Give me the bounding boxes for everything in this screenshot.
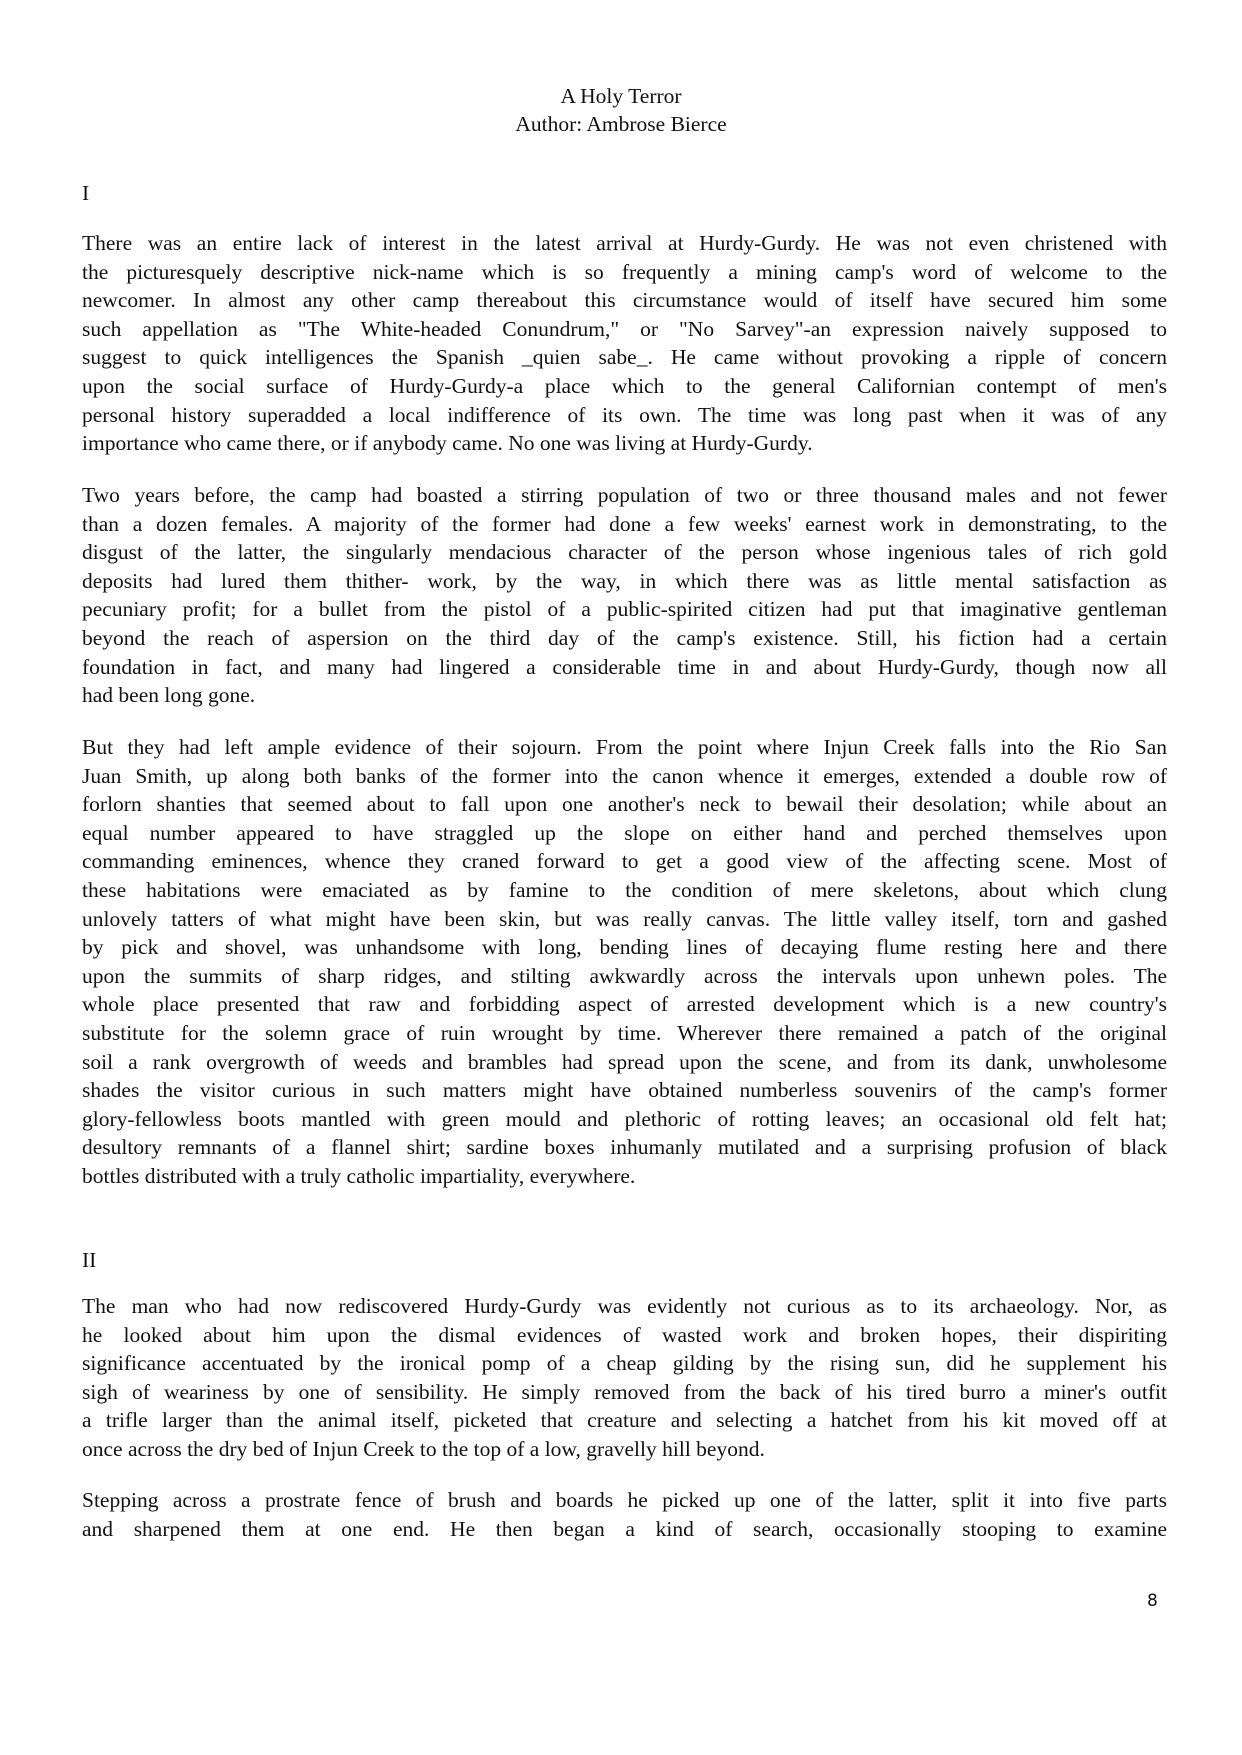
- text-line: had been long gone.: [82, 683, 256, 708]
- paragraph-5: [82, 1486, 1167, 1543]
- text-line: There was an entire lack of interest in the latest arrival at Hurdy-Gurdy. He was not even christened with: [82, 231, 1167, 255]
- text-line: than a dozen females. A majority of the former had done a few weeks' earnest work in demonstrating, to the: [82, 511, 1167, 536]
- text-line: Two years before, the camp had boasted a stirring population of two or three thousand males and not fewer: [82, 483, 1167, 507]
- text-line: disgust of the latter, the singularly mendacious character of the person whose ingenious tales of rich gold: [82, 540, 1167, 565]
- text-line: soil a rank overgrowth of weeds and brambles had spread upon the scene, and from its dank, unwholesome: [82, 1049, 1167, 1074]
- paragraph-2: [82, 481, 1167, 710]
- paragraph-1: [82, 229, 1167, 458]
- text-line: The man who had now rediscovered Hurdy-Gurdy was evidently not curious as to its archaeology. Nor, as: [82, 1294, 1167, 1318]
- text-line: suggest to quick intelligences the Spanish _quien sabe_. He came without provoking a ripple of concern: [82, 345, 1167, 370]
- text-line: bottles distributed with a truly catholic impartiality, everywhere.: [82, 1163, 636, 1188]
- text-line: foundation in fact, and many had lingered a considerable time in and about Hurdy-Gurdy, though now all: [82, 654, 1167, 679]
- text-line: pecuniary profit; for a bullet from the pistol of a public-spirited citizen had put that imaginative gentleman: [82, 597, 1167, 622]
- text-line: such appellation as "The White-headed Conundrum," or "No Sarvey"-an expression naively supposed to: [82, 316, 1167, 341]
- section-heading-1: I: [82, 181, 90, 205]
- text-line: he looked about him upon the dismal evidences of wasted work and broken hopes, their dispiriting: [82, 1322, 1167, 1347]
- text-line: newcomer. In almost any other camp thereabout this circumstance would of itself have secured him some: [82, 288, 1167, 313]
- text-line: and sharpened them at one end. He then began a kind of search, occasionally stooping to examine: [82, 1516, 1167, 1541]
- text-line: by pick and shovel, was unhandsome with long, bending lines of decaying flume resting here and there: [82, 935, 1167, 960]
- text-line: once across the dry bed of Injun Creek to the top of a low, gravelly hill beyond.: [82, 1436, 765, 1461]
- text-line: whole place presented that raw and forbidding aspect of arrested development which is a new country's: [82, 992, 1167, 1017]
- text-line: deposits had lured them thither- work, by the way, in which there was as little mental satisfaction as: [82, 568, 1167, 593]
- paragraph-3: [82, 733, 1167, 1191]
- text-line: the picturesquely descriptive nick-name which is so frequently a mining camp's word of welcome to the: [82, 259, 1167, 284]
- paragraph-4: [82, 1292, 1167, 1464]
- text-line: Juan Smith, up along both banks of the former into the canon whence it emerges, extended a double row of: [82, 763, 1167, 788]
- text-line: sigh of weariness by one of sensibility. He simply removed from the back of his tired burro a miner's outfit: [82, 1379, 1167, 1404]
- document-author: Author: Ambrose Bierce: [515, 112, 727, 136]
- text-line: unlovely tatters of what might have been skin, but was really canvas. The little valley itself, torn and gashed: [82, 906, 1167, 931]
- text-line: upon the social surface of Hurdy-Gurdy-a place which to the general Californian contempt of men's: [82, 373, 1167, 398]
- section-heading-2: II: [82, 1248, 97, 1272]
- text-line: a trifle larger than the animal itself, picketed that creature and selecting a hatchet from his kit moved off at: [82, 1408, 1167, 1433]
- text-line: equal number appeared to have straggled up the slope on either hand and perched themselves upon: [82, 820, 1167, 845]
- text-line: these habitations were emaciated as by famine to the condition of mere skeletons, about which clung: [82, 877, 1167, 902]
- page-number: 8: [1147, 1591, 1158, 1611]
- text-line: But they had left ample evidence of their sojourn. From the point where Injun Creek falls into the Rio San: [82, 735, 1167, 759]
- text-line: substitute for the solemn grace of ruin wrought by time. Wherever there remained a patch of the original: [82, 1020, 1167, 1045]
- text-line: upon the summits of sharp ridges, and stilting awkwardly across the intervals upon unhewn poles. The: [82, 963, 1167, 988]
- text-line: shades the visitor curious in such matters might have obtained numberless souvenirs of the camp's former: [82, 1078, 1167, 1103]
- text-line: desultory remnants of a flannel shirt; sardine boxes inhumanly mutilated and a surprising profusion of black: [82, 1135, 1167, 1160]
- text-line: beyond the reach of aspersion on the third day of the camp's existence. Still, his fiction had a certain: [82, 625, 1167, 650]
- document-title: A Holy Terror: [560, 84, 682, 108]
- text-line: commanding eminences, whence they craned forward to get a good view of the affecting scene. Most of: [82, 849, 1167, 874]
- text-line: importance who came there, or if anybody came. No one was living at Hurdy-Gurdy.: [82, 431, 813, 456]
- text-line: personal history superadded a local indifference of its own. The time was long past when it was of any: [82, 402, 1167, 427]
- text-line: significance accentuated by the ironical pomp of a cheap gilding by the rising sun, did he supplement his: [82, 1351, 1167, 1376]
- text-line: forlorn shanties that seemed about to fall upon one another's neck to bewail their desolation; while about an: [82, 792, 1167, 817]
- text-line: Stepping across a prostrate fence of brush and boards he picked up one of the latter, split it into five parts: [82, 1488, 1167, 1512]
- text-line: glory-fellowless boots mantled with green mould and plethoric of rotting leaves; an occasional old felt hat;: [82, 1106, 1167, 1131]
